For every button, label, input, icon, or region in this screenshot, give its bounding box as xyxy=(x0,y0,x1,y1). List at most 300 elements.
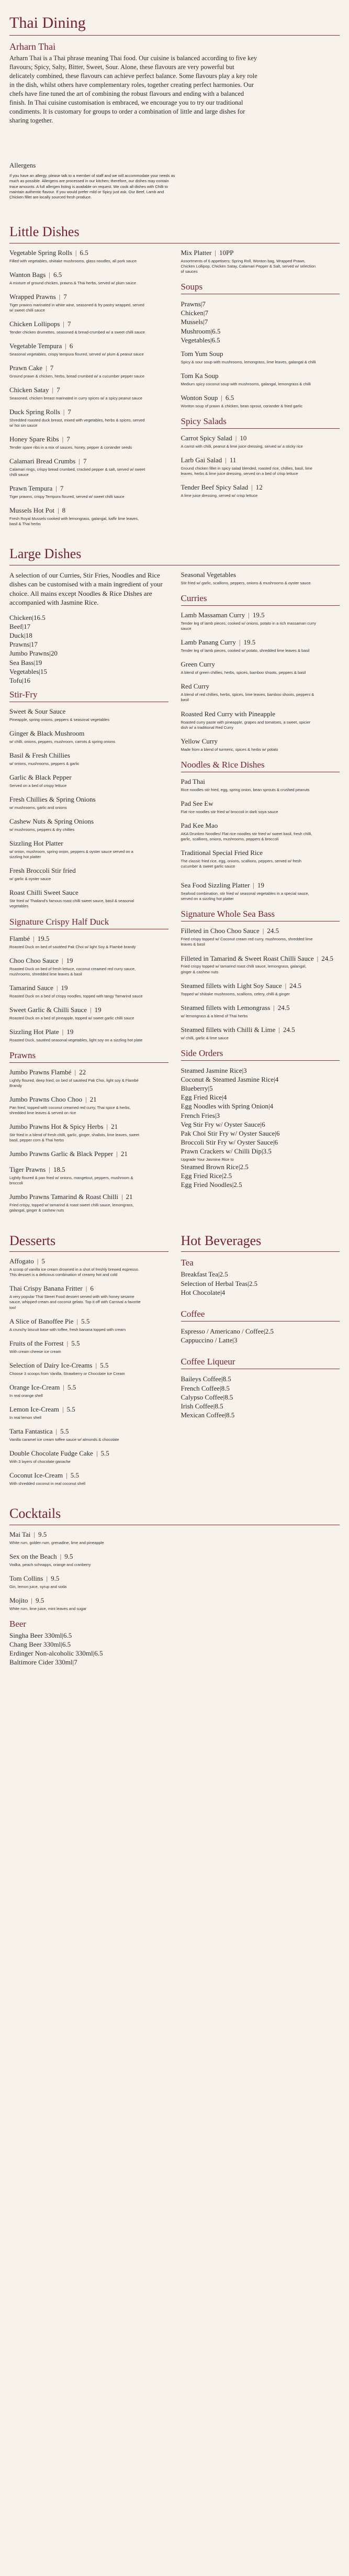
price-separator: | xyxy=(62,1405,64,1413)
item-line xyxy=(9,867,168,875)
item-line xyxy=(9,364,168,373)
menu-item xyxy=(181,456,340,476)
item-description: AKA Drunken Noodles! Flat rice noodles stir fried w/ sweet basil, fresh chilli, garlic, scallions, onions, mushrooms, peppers & broccoli xyxy=(181,831,312,841)
item-price: 4 xyxy=(269,1102,274,1111)
item-name: Fresh Chillies & Spring Onions xyxy=(9,795,96,804)
curries-title: Curries xyxy=(181,593,207,604)
item-line xyxy=(9,484,168,493)
menu-item xyxy=(181,249,340,274)
menu-item xyxy=(181,434,340,449)
item-line xyxy=(9,249,168,258)
list-item xyxy=(181,1374,340,1383)
item-price: 8.5 xyxy=(215,1402,223,1410)
price-separator: | xyxy=(75,248,77,257)
item-name: Sex on the Beach xyxy=(9,1552,57,1560)
item-line xyxy=(181,710,340,719)
item-price: 6.5 xyxy=(211,336,220,344)
price-separator: | xyxy=(215,248,216,257)
item-description: Shredded roasted duck breast, mixed with vegetables, herbs & spices, served w/ hoi sin sauce xyxy=(9,417,145,428)
menu-item xyxy=(9,249,168,264)
item-name: Egg Fried Noodles xyxy=(181,1181,232,1189)
price-separator: | xyxy=(200,300,202,308)
item-line xyxy=(181,800,340,808)
menu-item xyxy=(181,982,340,997)
item-price: 6.5 xyxy=(80,248,88,257)
item-line xyxy=(9,1383,168,1392)
menu-item xyxy=(9,1552,177,1568)
coffee-title: Coffee xyxy=(181,1308,205,1319)
menu-item xyxy=(181,350,340,365)
item-description: Spicy & sour soup with mushrooms, lemongrass, lime leaves, galangal & chilli xyxy=(181,359,316,364)
item-line xyxy=(9,1596,177,1605)
menu-item xyxy=(9,1596,177,1612)
menu-item xyxy=(9,342,168,357)
menu-item xyxy=(9,1284,168,1310)
item-name: Choo Choo Sauce xyxy=(9,956,59,964)
menu-item xyxy=(9,817,168,832)
item-price: 18.5 xyxy=(53,1165,65,1174)
item-name: Tamarind Sauce xyxy=(9,983,53,992)
menu-item xyxy=(181,710,340,730)
menu-item xyxy=(9,1123,168,1143)
item-name: Coconut & Steamed Jasmine Rice xyxy=(181,1075,274,1083)
item-price: 17 xyxy=(24,622,31,630)
item-description: Seasoned, chicken breast marinated in curry spices w/ a spicy peanut sauce xyxy=(9,395,142,401)
item-description: Stir fried in a blend of fresh chilli, garlic, ginger, shallots, lime leaves, sweet basil, pepper corn & Thai herbs xyxy=(9,1132,140,1143)
item-price: 6.5 xyxy=(212,327,221,335)
large-dishes-title: Large Dishes xyxy=(9,546,82,562)
item-price: 6.5 xyxy=(62,1640,71,1648)
item-price: 7 xyxy=(67,407,71,416)
item-name: Jumbo Prawns Garlic & Black Pepper xyxy=(9,1150,114,1158)
item-line xyxy=(9,408,168,417)
item-name: Pad See Ew xyxy=(181,799,213,807)
item-name: Steamed Jasmine Rice xyxy=(181,1066,242,1074)
price-separator: | xyxy=(29,640,31,649)
item-price: 9.5 xyxy=(38,1530,47,1538)
section-divider xyxy=(9,1251,168,1252)
item-description: Lightly floured & pan fried w/ onions, mangetout, peppers, mushroom & broccoli xyxy=(9,1175,133,1186)
price-separator: | xyxy=(121,1193,123,1201)
item-price: 3 xyxy=(234,1336,238,1345)
menu-item xyxy=(9,1165,168,1186)
item-name: Mushroom xyxy=(181,327,211,335)
item-price: 7 xyxy=(74,1658,77,1667)
list-item xyxy=(181,1102,340,1111)
item-line xyxy=(9,1193,168,1202)
price-separator: | xyxy=(213,1402,215,1410)
list-item xyxy=(181,1402,340,1411)
price-separator: | xyxy=(76,1317,78,1325)
item-price: 21 xyxy=(120,1150,128,1158)
list-item xyxy=(181,1084,340,1093)
menu-item xyxy=(181,778,340,793)
item-name: Calypso Coffee xyxy=(181,1393,223,1401)
item-name: Thai Crispy Banana Fritter xyxy=(9,1284,83,1293)
crispy-duck-title: Signature Crispy Half Duck xyxy=(9,916,109,927)
item-price: 19 xyxy=(94,1005,102,1014)
item-name: Fresh Broccoli Stir fried xyxy=(9,867,76,875)
item-price: 5.5 xyxy=(60,1427,69,1435)
item-description: w/ onion, mushroom, spring onion, peppers & oyster sauce served on a sizzling hot platter xyxy=(9,849,133,860)
item-name: Fruits of the Forrest xyxy=(9,1339,64,1347)
price-separator: | xyxy=(248,611,250,619)
item-name: Espresso / Americano / Coffee xyxy=(181,1327,264,1335)
item-name: Prawns xyxy=(181,300,201,308)
little-dishes-title: Little Dishes xyxy=(9,224,80,239)
item-price: 7 xyxy=(57,385,60,394)
item-description: Fried crispy, topped w/ tamarind & roast sweet chilli sauce, lemongrass, galangal, ginger & cashew nuts xyxy=(9,1203,134,1213)
item-price: 4 xyxy=(223,1093,227,1102)
list-item xyxy=(181,1162,340,1171)
list-item xyxy=(181,1411,340,1419)
price-separator: | xyxy=(247,1279,249,1287)
list-item xyxy=(181,1120,340,1129)
item-price: 2.5 xyxy=(265,1327,274,1335)
item-name: French Coffee xyxy=(181,1384,220,1392)
price-separator: | xyxy=(285,981,287,990)
item-line xyxy=(9,1123,168,1131)
item-line: Sea Food Sizzling Platter | 19 xyxy=(181,881,264,890)
item-name: Orange Ice-Cream xyxy=(9,1383,60,1391)
menu-item xyxy=(9,935,168,950)
item-line xyxy=(181,1004,340,1013)
list-item xyxy=(181,1279,340,1288)
item-price: 18 xyxy=(25,631,32,640)
menu-item xyxy=(181,638,340,653)
item-price: 2.5 xyxy=(233,1181,242,1189)
list-item xyxy=(181,1336,340,1345)
item-price: 5.5 xyxy=(67,1383,76,1391)
desserts-beverages-columns xyxy=(9,1228,340,1493)
menu-item xyxy=(9,795,168,810)
item-description: Medium spicy coconut soup with mushrooms, galangal, lemongrass & chilli xyxy=(181,381,311,386)
price-separator: | xyxy=(90,1005,92,1014)
item-description: In real lemon shell xyxy=(9,1415,41,1420)
list-item xyxy=(181,1393,340,1402)
item-line xyxy=(9,1339,168,1348)
item-name: Selection of Herbal Teas xyxy=(181,1279,248,1287)
item-price: 8.5 xyxy=(222,1375,231,1383)
item-description: Fresh Royal Mussels cooked with lemongrass, galangal, kaffir lime leaves, basil & Thai herbs xyxy=(9,516,139,527)
item-description: Roasted Duck on a bed of pineapple, topped w/ sweet garlic chilli sauce xyxy=(9,1015,134,1020)
price-separator: | xyxy=(225,456,227,464)
item-price: 24.5 xyxy=(277,1003,290,1012)
tea-title: Tea xyxy=(181,1258,194,1268)
item-line xyxy=(9,1150,168,1159)
item-description: w/ lemongrass & a blend of Thai herbs xyxy=(181,1013,248,1018)
menu-item xyxy=(9,1339,168,1354)
price-separator: | xyxy=(273,1003,275,1012)
menu-item xyxy=(9,386,168,401)
item-description: w/ garlic & oyster sauce xyxy=(9,876,51,882)
menu-item xyxy=(181,394,340,409)
item-line xyxy=(9,1574,177,1583)
item-name: Sweet Garlic & Chilli Sauce xyxy=(9,1005,87,1014)
item-price: 24.5 xyxy=(267,927,279,935)
item-name: Pad Kee Mao xyxy=(181,821,218,829)
item-line xyxy=(9,817,168,826)
item-name: Tom Ka Soup xyxy=(181,371,219,380)
item-name: Ginger & Black Mushroom xyxy=(9,729,85,738)
item-description: Roasted Duck on bed of sautéed Pak Choi w/ light Soy & Flambé brandy xyxy=(9,944,136,949)
price-separator: | xyxy=(72,1658,74,1667)
item-name: Basil & Fresh Chillies xyxy=(9,751,70,760)
item-price: 15 xyxy=(40,667,47,675)
item-name: Pad Thai xyxy=(181,777,205,785)
sides-title: Side Orders xyxy=(181,1048,223,1058)
item-price: 19.5 xyxy=(243,638,256,647)
list-item xyxy=(181,1093,340,1102)
price-separator: | xyxy=(33,658,36,667)
item-name: Double Chocolate Fudge Cake xyxy=(9,1449,93,1457)
price-separator: | xyxy=(61,1640,62,1648)
item-description: Pan fried, topped with coconut creamed red curry, Thai spice & herbs, shredded lime leaves & served on rice xyxy=(9,1105,131,1116)
item-description: Vanilla caramel ice cream toffee sauce w/ almonds & chocolate xyxy=(9,1437,119,1442)
little-dishes-columns xyxy=(9,249,340,534)
item-description: White rum, lime juice, mint leaves and sugar xyxy=(9,1606,87,1611)
price-separator: | xyxy=(224,1411,226,1419)
item-name: Duck Spring Rolls xyxy=(9,407,60,416)
item-description: Rice noodles stir fried, egg, spring onion, bean sprouts & crushed peanuts xyxy=(181,787,310,792)
price-separator: | xyxy=(317,954,319,962)
item-line xyxy=(9,1068,168,1077)
price-separator: | xyxy=(62,1027,64,1036)
soups-title: Soups xyxy=(181,281,203,292)
item-line xyxy=(9,1471,168,1480)
item-price: 16.5 xyxy=(33,613,46,621)
item-description: Filled with vegetables, shiitake mushrooms, glass noodles, all pork sauce xyxy=(9,258,137,263)
item-description: Ground prawn & chicken, herbs, bread crumbed w/ a cucumber pepper sauce xyxy=(9,373,145,379)
price-separator: | xyxy=(65,341,66,350)
price-separator: | xyxy=(56,983,58,992)
price-separator: | xyxy=(96,1449,98,1457)
price-separator: | xyxy=(57,506,59,515)
list-item xyxy=(181,1180,340,1189)
item-price: 5.5 xyxy=(100,1361,109,1369)
item-price: 2.5 xyxy=(240,1163,249,1171)
item-price: 16 xyxy=(23,676,30,684)
price-separator: | xyxy=(219,1384,221,1392)
item-description: Pineapple, spring onions, peppers & seasonal vegetables xyxy=(9,717,109,723)
item-name: Chang Beer 330ml xyxy=(9,1640,61,1648)
item-line xyxy=(181,849,340,858)
list-item xyxy=(9,1631,340,1640)
price-separator: | xyxy=(39,667,40,675)
item-name: Sea Food Sizzling Platter xyxy=(181,881,250,890)
item-description: Made from a blend of turmeric, spices & herbs w/ potato xyxy=(181,747,278,752)
list-item xyxy=(9,649,168,658)
hot-beverages-title: Hot Beverages xyxy=(181,1233,262,1248)
item-price: 2.5 xyxy=(249,1279,258,1287)
item-name: Egg Noodles with Spring Onion xyxy=(181,1102,269,1111)
stirfry-title: Stir-Fry xyxy=(9,690,38,700)
item-line xyxy=(9,1028,168,1037)
item-description: Assortments of 6 appetisers; Spring Roll, Wonton bag, Wrapped Prawn, Chicken Lollipop, Chicken Satay, Calamari Pepper & Salt, served w/ selection of sauces xyxy=(181,258,316,274)
price-separator: | xyxy=(220,1288,222,1296)
item-description: Gin, lemon juice, syrup and soda xyxy=(9,1584,67,1589)
price-separator: | xyxy=(49,1165,50,1174)
price-separator: | xyxy=(208,1084,210,1093)
list-item xyxy=(181,1147,340,1156)
item-name: Jumbo Prawns Flambé xyxy=(9,1068,72,1076)
item-line xyxy=(9,889,168,897)
item-line xyxy=(9,1552,177,1561)
item-description: w/ onions, mushrooms, peppers & garlic xyxy=(9,761,80,767)
price-separator: | xyxy=(52,385,54,394)
price-separator: | xyxy=(85,1095,87,1104)
menu-item xyxy=(181,821,340,842)
item-description: Tender chicken drumettes, seasoned & bread-crumbed w/ a sweet chilli sauce xyxy=(9,329,145,335)
item-line xyxy=(9,957,168,965)
menu-item xyxy=(181,611,340,631)
list-item xyxy=(181,1066,340,1075)
item-name: Duck xyxy=(9,631,25,640)
item-line xyxy=(9,457,168,466)
item-name: Traditional Special Fried Rice xyxy=(181,849,263,857)
allergen-text: If you have an allergy, please talk to a member of staff and we will accommodate your needs as much as possible. Allergens are processed in our kitchen; therefore, our dishes may contain trace amounts. A full allergen listing is available on request. We cook all dishes with Chilli to maintain authentic flavour. If you would prefer mild or Spicy just ask. Our Beef, Lamb and Chicken fillet are locally sourced fresh produce. xyxy=(9,173,175,199)
prawns-title: Prawns xyxy=(9,1050,36,1060)
list-item xyxy=(181,1288,340,1297)
item-line xyxy=(9,1257,168,1266)
price-separator: | xyxy=(33,934,35,942)
price-separator: | xyxy=(260,1120,262,1128)
price-separator: | xyxy=(116,1150,118,1158)
price-separator: | xyxy=(218,1270,220,1279)
menu-item xyxy=(9,271,168,286)
menu-item xyxy=(181,954,340,975)
price-separator: | xyxy=(215,1111,217,1119)
item-line xyxy=(9,293,168,302)
item-price: 17 xyxy=(30,640,38,649)
item-name: Prawn Crackers w/ Chilli Dip xyxy=(181,1147,262,1156)
price-separator: | xyxy=(46,363,47,372)
list-item xyxy=(181,1384,340,1393)
item-description: w/ chilli, onions, peppers, mushroom, carrots & spring onions xyxy=(9,739,116,745)
price-separator: | xyxy=(93,1649,95,1658)
item-name: Lamb Panang Curry xyxy=(181,638,236,647)
item-line xyxy=(181,350,340,359)
price-separator: | xyxy=(22,676,24,684)
menu-item xyxy=(9,1471,168,1486)
list-item xyxy=(9,613,168,622)
price-separator: | xyxy=(22,622,24,630)
item-price: 19 xyxy=(61,983,68,992)
item-name: Filleted in Tamarind & Sweet Roast Chilli Sauce xyxy=(181,954,314,962)
menu-item xyxy=(9,293,168,313)
item-line xyxy=(9,839,168,848)
item-price: 7 xyxy=(202,300,206,308)
price-separator: | xyxy=(203,318,205,326)
item-line xyxy=(9,1427,168,1436)
item-name: Tender Beef Spicy Salad xyxy=(181,483,249,492)
item-name: Sizzling Hot Platter xyxy=(9,839,63,848)
page-subtitle: Arharn Thai xyxy=(9,41,56,52)
menu-item xyxy=(9,1006,168,1021)
item-price: 7 xyxy=(66,435,70,443)
item-price: 5.5 xyxy=(100,1449,109,1457)
item-price: 7 xyxy=(205,309,208,317)
item-price: 10 xyxy=(240,434,247,442)
item-price: 7 xyxy=(204,318,208,326)
item-description: A very popular Thai Street Food dessert served with with honey sesame sauce, whipped cream and coconut gelato. Top it off with Carnival a favorite too! xyxy=(9,1294,141,1310)
item-price: 3 xyxy=(216,1111,220,1119)
large-dishes-right xyxy=(181,571,340,1220)
item-name: Jumbo Prawns Choo Choo xyxy=(9,1095,83,1104)
item-description: A blend of red chillies, herbs, spices, lime leaves, bamboo shoots, peppers & basil xyxy=(181,692,314,703)
item-price: 8.5 xyxy=(224,1393,233,1401)
list-item xyxy=(9,1640,340,1649)
item-name: Blueberry xyxy=(181,1084,208,1093)
price-separator: | xyxy=(62,1631,63,1639)
item-name: Mexican Coffee xyxy=(181,1411,225,1419)
item-description: Tender leg of lamb pieces, cooked w/ onions, potato in a rich massaman curry sauce xyxy=(181,621,316,631)
list-item xyxy=(181,1171,340,1180)
list-item xyxy=(181,317,340,326)
menu-item xyxy=(181,881,340,902)
item-price: 7 xyxy=(50,363,54,372)
allergen-notice xyxy=(9,161,340,200)
item-name: Pak Choi Stir Fry w/ Oyster Sauce xyxy=(181,1129,275,1137)
list-item xyxy=(181,299,340,308)
item-price: 6 xyxy=(276,1129,280,1137)
item-line xyxy=(9,320,168,329)
price-separator: | xyxy=(63,319,65,328)
item-price: 6 xyxy=(274,1138,278,1147)
item-name: Chicken Lollipops xyxy=(9,319,60,328)
item-description: Vodka, peach schnapps, orange and cranberry xyxy=(9,1562,91,1567)
item-description: Seafood combination, stir fried w/ seasonal vegetables in a special sauce, served on a sizzling hot platter xyxy=(181,891,309,902)
item-price: 7 xyxy=(83,457,87,465)
item-name: Hot Chocolate xyxy=(181,1288,220,1296)
item-name: Mussels xyxy=(181,318,204,326)
item-name: Affogato xyxy=(9,1257,34,1265)
menu-item xyxy=(9,1257,168,1278)
price-separator: | xyxy=(60,1552,62,1560)
item-description: w/ mushrooms, peppers & dry chillies xyxy=(9,827,75,832)
item-description: With shredded coconut in real coconut shell xyxy=(9,1481,86,1486)
menu-item xyxy=(9,707,168,723)
menu-item xyxy=(9,1095,168,1116)
item-price: 6.5 xyxy=(63,1631,72,1639)
page-title: Thai Dining xyxy=(9,14,86,31)
item-line xyxy=(9,1006,168,1015)
item-line xyxy=(9,795,168,804)
price-separator: | xyxy=(273,1138,275,1147)
item-line xyxy=(9,1284,168,1293)
item-name: Egg Fried Rice xyxy=(181,1093,222,1102)
menu-item xyxy=(9,1427,168,1442)
item-price: 6.5 xyxy=(94,1649,103,1658)
item-name: Jumbo Prawns xyxy=(9,649,50,658)
item-price: 6 xyxy=(262,1120,265,1128)
price-separator: | xyxy=(32,613,33,621)
price-separator: | xyxy=(95,1361,97,1369)
list-item xyxy=(9,631,168,640)
item-price: 3.5 xyxy=(263,1147,272,1156)
item-description: Flat rice noodles stir fried w/ broccoli in dark soya sauce xyxy=(181,809,278,814)
salads-title: Spicy Salads xyxy=(181,416,227,426)
desserts-title: Desserts xyxy=(9,1233,56,1248)
item-description: Topped w/ shiitake mushrooms, scallions, celery, chilli & ginger xyxy=(181,991,290,996)
item-price: 8.5 xyxy=(226,1411,235,1419)
item-name: Lemon Ice-Cream xyxy=(9,1405,59,1413)
menu-item xyxy=(9,457,168,478)
item-price: 12 xyxy=(255,483,263,492)
menu-item xyxy=(9,1383,168,1398)
item-name: Erdinger Non-alcoholic 330ml xyxy=(9,1649,93,1658)
menu-item xyxy=(181,849,340,869)
